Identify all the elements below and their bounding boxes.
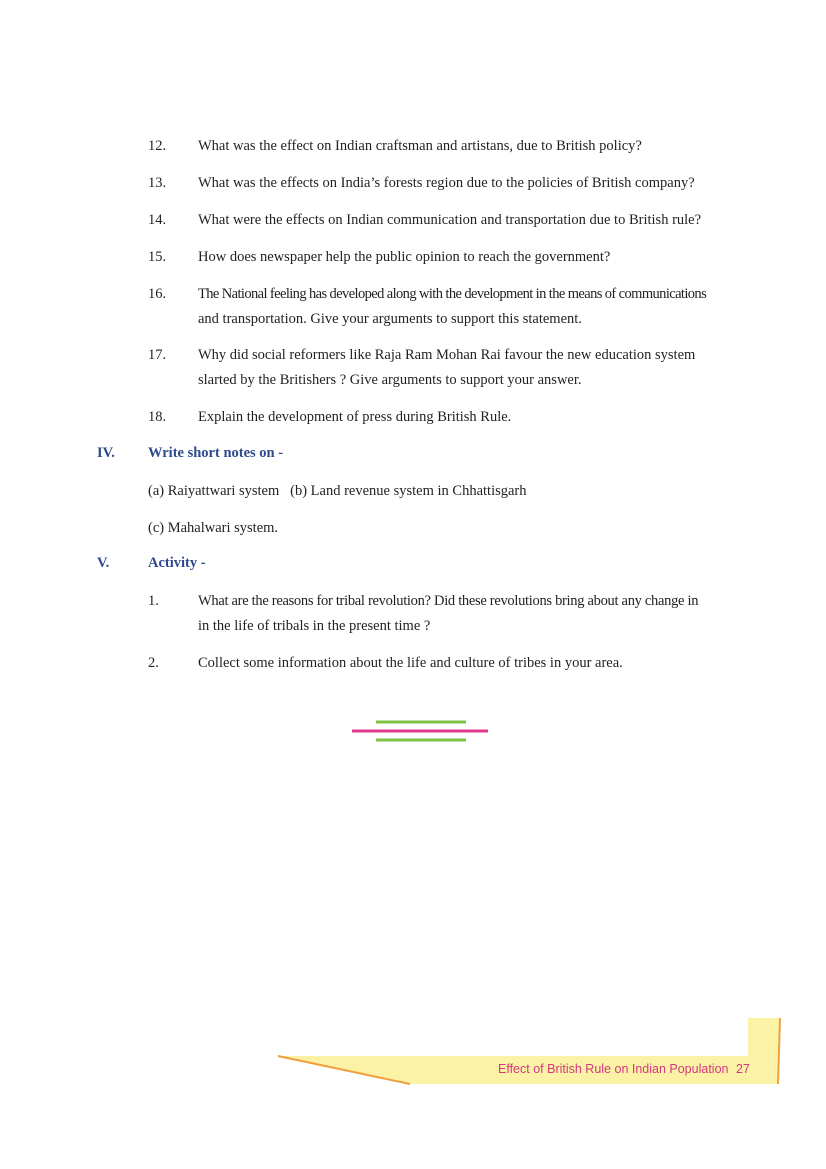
activity-text: Collect some information about the life and culture of tribes in your area. <box>198 655 623 671</box>
question-number: 18. <box>148 409 167 425</box>
section-5-title: Activity - <box>148 555 206 571</box>
question-text-line1: Why did social reformers like Raja Ram Mohan Rai favour the new education system <box>198 347 696 363</box>
section-5-number: V. <box>97 555 110 571</box>
activity-text-line1: What are the reasons for tribal revolution? Did these revolutions bring about any change in <box>198 593 699 609</box>
question-text-line2: and transportation. Give your arguments to support this statement. <box>198 311 582 327</box>
activity-number: 2. <box>148 655 159 671</box>
question-text: What was the effects on India’s forests region due to the policies of British company? <box>198 175 695 191</box>
activity-text-line2: in the life of tribals in the present time ? <box>198 618 431 634</box>
section-divider <box>350 718 490 744</box>
question-text: What was the effect on Indian craftsman and artistans, due to British policy? <box>198 138 642 154</box>
footer-tab-fill <box>748 1018 780 1084</box>
question-text: How does newspaper help the public opinion to reach the government? <box>198 249 611 265</box>
question-text-line1: The National feeling has developed along with the development in the means of communications <box>198 286 707 302</box>
section-4-line2: (c) Mahalwari system. <box>148 520 279 536</box>
footer-title: Effect of British Rule on Indian Population <box>498 1062 729 1076</box>
question-number: 12. <box>148 138 167 154</box>
section-4-title: Write short notes on - <box>148 445 284 461</box>
question-number: 13. <box>148 175 167 191</box>
activity-number: 1. <box>148 593 159 609</box>
question-text: What were the effects on Indian communication and transportation due to British rule? <box>198 212 702 228</box>
section-4-number: IV. <box>97 445 115 461</box>
question-number: 15. <box>148 249 167 265</box>
footer-band <box>270 1012 790 1092</box>
question-number: 17. <box>148 347 167 363</box>
question-number: 14. <box>148 212 167 228</box>
question-number: 16. <box>148 286 167 302</box>
footer <box>498 1062 750 1076</box>
question-text-line2: slarted by the Britishers ? Give arguments to support your answer. <box>198 372 582 388</box>
question-text: Explain the development of press during British Rule. <box>198 409 512 425</box>
section-4-line1: (a) Raiyattwari system (b) Land revenue system in Chhattisgarh <box>148 483 527 499</box>
page-number: 27 <box>735 1062 750 1076</box>
